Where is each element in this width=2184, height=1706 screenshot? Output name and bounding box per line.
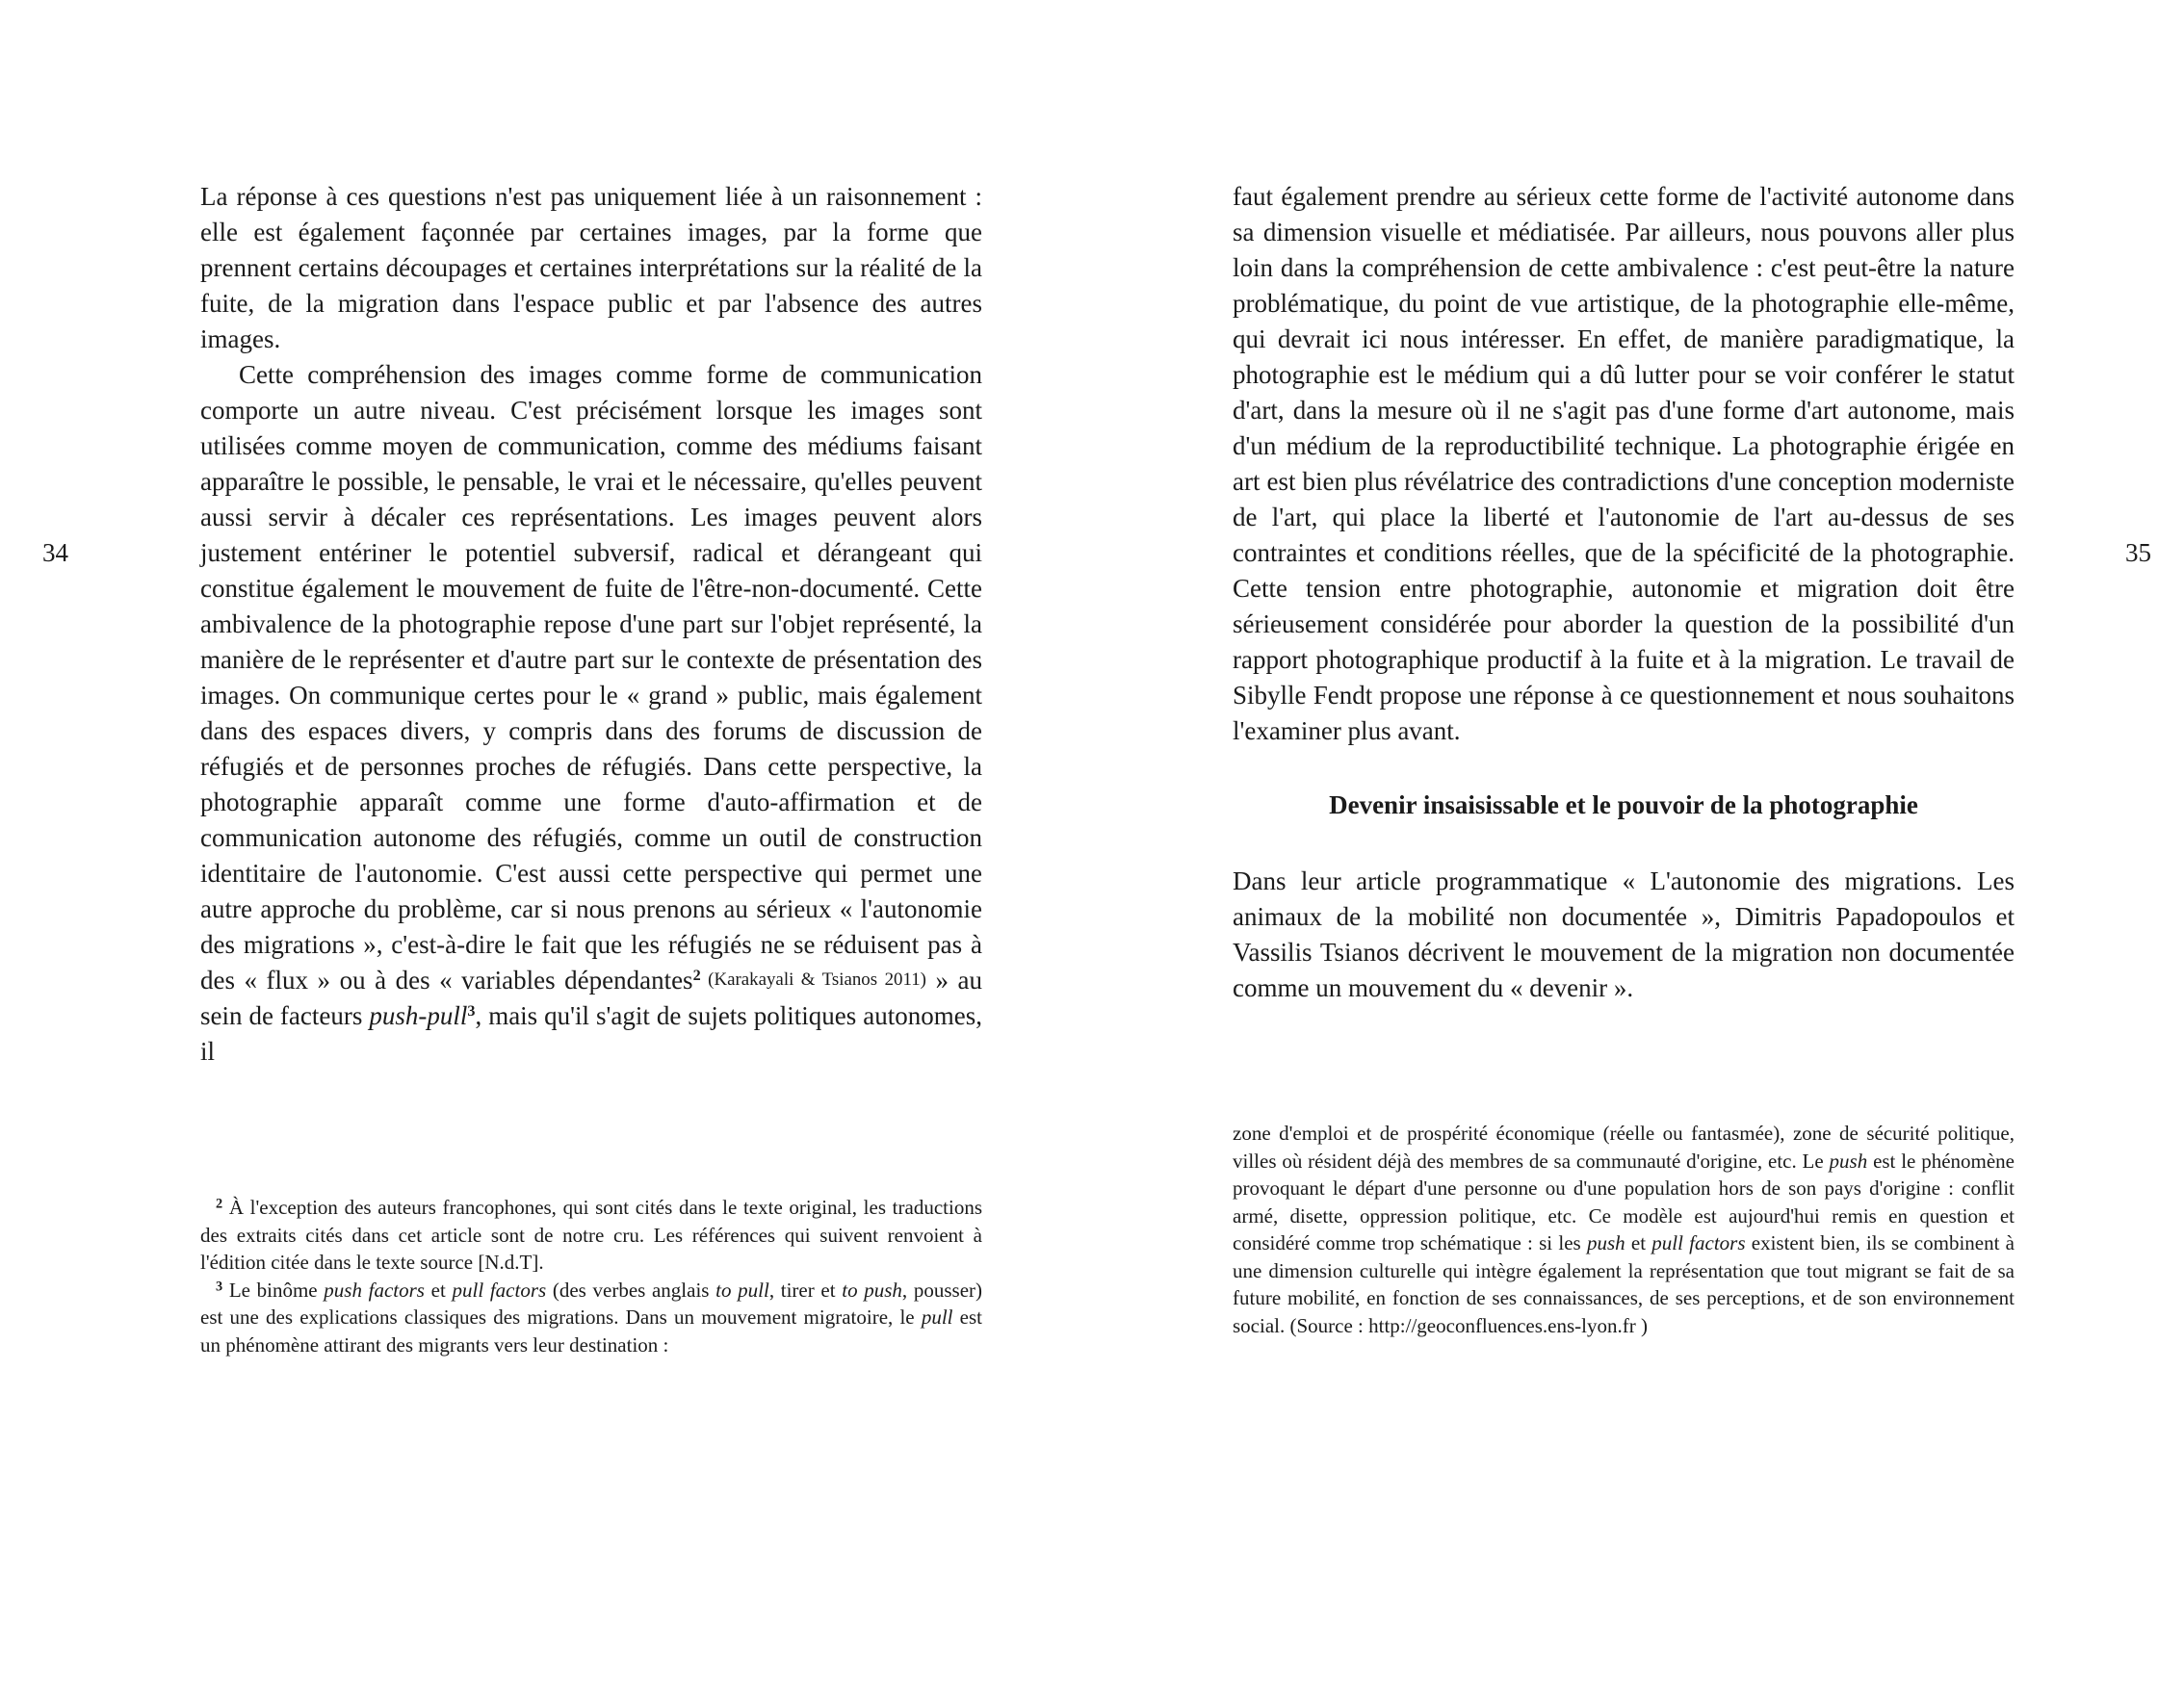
left-page-body bbox=[200, 179, 982, 1070]
paragraph: Cette compréhension des images comme forme de communication comporte un autre niveau. C'est précisément lorsque les images sont utilisées comme moyen de communication, comme des médiums faisant apparaître le possible, le pensable, le vrai et le nécessaire, qu'elles peuvent aussi servir à décaler ces représentations. Les images peuvent alors justement entériner le potentiel subversif, radical et dérangeant qui constitue également le mouvement de fuite de l'être-non-documenté. Cette ambivalence de la photographie repose d'une part sur l'objet représenté, la manière de le représenter et d'autre part sur le contexte de présentation des images. On communique certes pour le « grand » public, mais également dans des espaces divers, y compris dans des forums de discussion de réfugiés et de personnes proches de réfugiés. Dans cette perspective, la photographie apparaît comme une forme d'auto-affirmation et de communication autonome des réfugiés, comme un outil de construction identitaire de l'autonomie. C'est aussi cette perspective qui permet une autre approche du problème, car si nous prenons au sérieux « l'autonomie des migrations », c'est-à-dire le fait que les réfugiés ne se réduisent pas à des « flux » ou à des « variables dépendantes$^2$ (Karakayali & Tsianos 2011) » au sein de facteurs push-pull$^3$, mais qu'il s'agit de sujets politiques autonomes, il bbox=[200, 360, 983, 1066]
paragraph: Dans leur article programmatique « L'autonomie des migrations. Les animaux de la mobilité non documentée », Dimitris Papadopoulos et Vassilis Tsianos décrivent le mouvement de la migration non documentée comme un mouvement du « devenir ». bbox=[1233, 866, 2015, 1002]
paragraph: faut également prendre au sérieux cette forme de l'activité autonome dans sa dimension visuelle et médiatisée. Par ailleurs, nous pouvons aller plus loin dans la compréhension de cette ambivalence : c'est peut-être la nature problématique, du point de vue artistique, de la photographie elle-même, qui devrait ici nous intéresser. En effet, de manière paradigmatique, la photographie est le médium qui a dû lutter pour se voir conférer le statut d'art, dans la mesure où il ne s'agit pas d'une forme d'art autonome, mais d'un médium de la reproductibilité technique. La photographie érigée en art est bien plus révélatrice des contradictions d'une conception moderniste de l'art, qui place la liberté et l'autonomie de l'art au-dessus de ses contraintes et conditions réelles, que de la spécificité de la photographie. Cette tension entre photographie, autonomie et migration doit être sérieusement considérée pour aborder la question de la possibilité d'un rapport photographique productif à la fuite et à la migration. Le travail de Sibylle Fendt propose une réponse à ce questionnement et nous souhaitons l'examiner plus avant. bbox=[1233, 182, 2015, 745]
right-page-number: 35 bbox=[2125, 538, 2151, 567]
left-page-footnotes bbox=[200, 1194, 982, 1358]
left-page-number: 34 bbox=[42, 538, 68, 567]
right-body-after-heading bbox=[1233, 864, 2015, 1006]
footnote: $^2$ À l'exception des auteurs francophones, qui sont cités dans le texte original, les traductions des extraits cités dans cet article sont de notre cru. Les références qui suivent renvoient à l'édition citée dans le texte source [N.d.T]. bbox=[200, 1196, 982, 1274]
section-heading: Devenir insaisissable et le pouvoir de la photographie bbox=[1329, 790, 1918, 819]
paragraph: La réponse à ces questions n'est pas uniquement liée à un raisonnement : elle est également façonnée par certaines images, par la forme que prennent certains découpages et certaines interprétations sur la réalité de la fuite, de la migration dans l'espace public et par l'absence des autres images. bbox=[200, 182, 982, 353]
right-page-footnote-continuation bbox=[1233, 1120, 2015, 1339]
right-body-continuation bbox=[1233, 179, 2015, 749]
footnote-continuation: zone d'emploi et de prospérité économique (réelle ou fantasmée), zone de sécurité politique, villes où résident déjà des membres de sa communauté d'origine, etc. Le push est le phénomène provoquant le départ d'une personne ou d'une population hors de son pays d'origine : conflit armé, disette, oppression politique, etc. Ce modèle est aujourd'hui remis en question et considéré comme trop schématique : si les push et pull factors existent bien, ils se combinent à une dimension culturelle qui intègre également la représentation que tout migrant se fait de sa future mobilité, en fonction de ses connaissances, de ses perceptions, et de son environnement social. (Source : http://geoconfluences.ens-lyon.fr ) bbox=[1233, 1122, 2015, 1337]
right-page-body bbox=[1233, 179, 2015, 1006]
footnote: $^3$ Le binôme push factors et pull factors (des verbes anglais to pull, tirer et to push, pousser) est une des explications classiques des migrations. Dans un mouvement migratoire, le pull est un phénomène attirant des migrants vers leur destination : bbox=[200, 1278, 983, 1357]
